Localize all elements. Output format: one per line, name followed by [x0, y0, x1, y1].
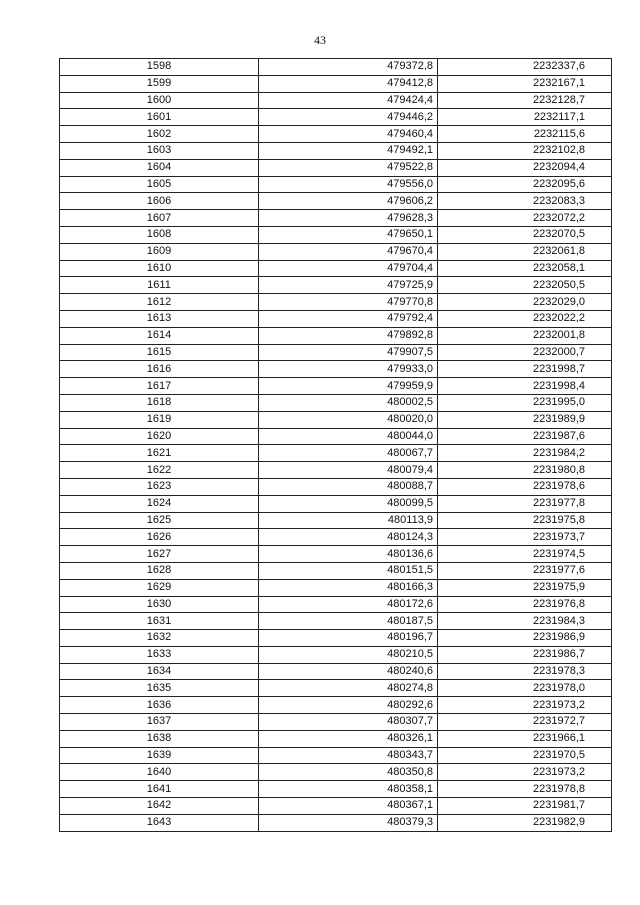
point-number-cell: 1637 — [60, 714, 259, 731]
y-coordinate-cell: 2232167,1 — [438, 75, 612, 92]
y-coordinate-cell: 2231974,5 — [438, 546, 612, 563]
x-coordinate-cell: 480292,6 — [259, 697, 438, 714]
point-number-cell: 1599 — [60, 75, 259, 92]
y-coordinate-cell: 2231975,9 — [438, 579, 612, 596]
y-coordinate-cell: 2231998,4 — [438, 378, 612, 395]
point-number-cell: 1602 — [60, 126, 259, 143]
point-number-cell: 1643 — [60, 814, 259, 831]
table-row — [60, 512, 612, 529]
table-row — [60, 478, 612, 495]
y-coordinate-cell: 2232001,8 — [438, 327, 612, 344]
point-number-cell: 1629 — [60, 579, 259, 596]
y-coordinate-cell: 2232050,5 — [438, 277, 612, 294]
point-number-cell: 1600 — [60, 92, 259, 109]
y-coordinate-cell: 2231966,1 — [438, 730, 612, 747]
point-number-cell: 1619 — [60, 411, 259, 428]
table-row — [60, 697, 612, 714]
y-coordinate-cell: 2232022,2 — [438, 310, 612, 327]
point-number-cell: 1611 — [60, 277, 259, 294]
x-coordinate-cell: 480020,0 — [259, 411, 438, 428]
table-row — [60, 226, 612, 243]
point-number-cell: 1609 — [60, 243, 259, 260]
y-coordinate-cell: 2231998,7 — [438, 361, 612, 378]
point-number-cell: 1613 — [60, 310, 259, 327]
point-number-cell: 1639 — [60, 747, 259, 764]
point-number-cell: 1626 — [60, 529, 259, 546]
point-number-cell: 1638 — [60, 730, 259, 747]
point-number-cell: 1612 — [60, 294, 259, 311]
x-coordinate-cell: 480166,3 — [259, 579, 438, 596]
point-number-cell: 1641 — [60, 781, 259, 798]
table-row — [60, 764, 612, 781]
y-coordinate-cell: 2231989,9 — [438, 411, 612, 428]
y-coordinate-cell: 2231978,3 — [438, 663, 612, 680]
x-coordinate-cell: 479670,4 — [259, 243, 438, 260]
x-coordinate-cell: 480379,3 — [259, 814, 438, 831]
x-coordinate-cell: 479933,0 — [259, 361, 438, 378]
x-coordinate-cell: 480358,1 — [259, 781, 438, 798]
y-coordinate-cell: 2232083,3 — [438, 193, 612, 210]
y-coordinate-cell: 2232117,1 — [438, 109, 612, 126]
x-coordinate-cell: 479446,2 — [259, 109, 438, 126]
point-number-cell: 1623 — [60, 478, 259, 495]
x-coordinate-cell: 480088,7 — [259, 478, 438, 495]
x-coordinate-cell: 480113,9 — [259, 512, 438, 529]
table-row — [60, 462, 612, 479]
table-row — [60, 781, 612, 798]
table-row — [60, 730, 612, 747]
x-coordinate-cell: 480274,8 — [259, 680, 438, 697]
point-number-cell: 1622 — [60, 462, 259, 479]
y-coordinate-cell: 2232072,2 — [438, 210, 612, 227]
point-number-cell: 1607 — [60, 210, 259, 227]
x-coordinate-cell: 480136,6 — [259, 546, 438, 563]
table-row — [60, 59, 612, 76]
table-row — [60, 798, 612, 815]
y-coordinate-cell: 2232102,8 — [438, 142, 612, 159]
table-row — [60, 176, 612, 193]
y-coordinate-cell: 2232070,5 — [438, 226, 612, 243]
x-coordinate-cell: 480326,1 — [259, 730, 438, 747]
table-row — [60, 428, 612, 445]
x-coordinate-cell: 479556,0 — [259, 176, 438, 193]
point-number-cell: 1603 — [60, 142, 259, 159]
y-coordinate-cell: 2231975,8 — [438, 512, 612, 529]
table-row — [60, 378, 612, 395]
y-coordinate-cell: 2231978,6 — [438, 478, 612, 495]
point-number-cell: 1604 — [60, 159, 259, 176]
x-coordinate-cell: 480044,0 — [259, 428, 438, 445]
table-row — [60, 92, 612, 109]
y-coordinate-cell: 2232061,8 — [438, 243, 612, 260]
table-row — [60, 529, 612, 546]
point-number-cell: 1614 — [60, 327, 259, 344]
x-coordinate-cell: 480002,5 — [259, 394, 438, 411]
x-coordinate-cell: 479792,4 — [259, 310, 438, 327]
table-row — [60, 277, 612, 294]
table-row — [60, 495, 612, 512]
x-coordinate-cell: 480350,8 — [259, 764, 438, 781]
x-coordinate-cell: 480151,5 — [259, 562, 438, 579]
y-coordinate-cell: 2231978,8 — [438, 781, 612, 798]
x-coordinate-cell: 480079,4 — [259, 462, 438, 479]
table-row — [60, 596, 612, 613]
table-row — [60, 663, 612, 680]
y-coordinate-cell: 2232000,7 — [438, 344, 612, 361]
table-row — [60, 445, 612, 462]
y-coordinate-cell: 2232058,1 — [438, 260, 612, 277]
point-number-cell: 1632 — [60, 630, 259, 647]
x-coordinate-cell: 479628,3 — [259, 210, 438, 227]
table-row — [60, 680, 612, 697]
point-number-cell: 1642 — [60, 798, 259, 815]
point-number-cell: 1601 — [60, 109, 259, 126]
table-row — [60, 344, 612, 361]
y-coordinate-cell: 2232115,6 — [438, 126, 612, 143]
x-coordinate-cell: 480367,1 — [259, 798, 438, 815]
y-coordinate-cell: 2231973,2 — [438, 697, 612, 714]
table-row — [60, 747, 612, 764]
table-body — [60, 59, 612, 832]
point-number-cell: 1627 — [60, 546, 259, 563]
x-coordinate-cell: 479372,8 — [259, 59, 438, 76]
table-row — [60, 814, 612, 831]
x-coordinate-cell: 479650,1 — [259, 226, 438, 243]
point-number-cell: 1606 — [60, 193, 259, 210]
x-coordinate-cell: 480099,5 — [259, 495, 438, 512]
coordinates-table — [59, 58, 612, 832]
y-coordinate-cell: 2231984,3 — [438, 613, 612, 630]
table-row — [60, 142, 612, 159]
x-coordinate-cell: 480240,6 — [259, 663, 438, 680]
table-row — [60, 109, 612, 126]
x-coordinate-cell: 479770,8 — [259, 294, 438, 311]
y-coordinate-cell: 2231980,8 — [438, 462, 612, 479]
y-coordinate-cell: 2231972,7 — [438, 714, 612, 731]
x-coordinate-cell: 480210,5 — [259, 646, 438, 663]
point-number-cell: 1616 — [60, 361, 259, 378]
x-coordinate-cell: 480172,6 — [259, 596, 438, 613]
table-row — [60, 411, 612, 428]
table-row — [60, 159, 612, 176]
x-coordinate-cell: 480124,3 — [259, 529, 438, 546]
table-row — [60, 630, 612, 647]
x-coordinate-cell: 480307,7 — [259, 714, 438, 731]
table-row — [60, 193, 612, 210]
y-coordinate-cell: 2231970,5 — [438, 747, 612, 764]
table-row — [60, 714, 612, 731]
x-coordinate-cell: 480196,7 — [259, 630, 438, 647]
y-coordinate-cell: 2232337,6 — [438, 59, 612, 76]
x-coordinate-cell: 479725,9 — [259, 277, 438, 294]
y-coordinate-cell: 2231973,2 — [438, 764, 612, 781]
point-number-cell: 1605 — [60, 176, 259, 193]
point-number-cell: 1633 — [60, 646, 259, 663]
table-row — [60, 310, 612, 327]
x-coordinate-cell: 480187,5 — [259, 613, 438, 630]
point-number-cell: 1617 — [60, 378, 259, 395]
point-number-cell: 1624 — [60, 495, 259, 512]
table-row — [60, 327, 612, 344]
table-row — [60, 646, 612, 663]
table-row — [60, 126, 612, 143]
table-row — [60, 613, 612, 630]
y-coordinate-cell: 2231984,2 — [438, 445, 612, 462]
y-coordinate-cell: 2231976,8 — [438, 596, 612, 613]
x-coordinate-cell: 480343,7 — [259, 747, 438, 764]
x-coordinate-cell: 480067,7 — [259, 445, 438, 462]
y-coordinate-cell: 2231995,0 — [438, 394, 612, 411]
x-coordinate-cell: 479460,4 — [259, 126, 438, 143]
point-number-cell: 1636 — [60, 697, 259, 714]
point-number-cell: 1615 — [60, 344, 259, 361]
point-number-cell: 1630 — [60, 596, 259, 613]
table-row — [60, 243, 612, 260]
point-number-cell: 1628 — [60, 562, 259, 579]
table-row — [60, 294, 612, 311]
page-number: 43 — [314, 33, 326, 47]
x-coordinate-cell: 479606,2 — [259, 193, 438, 210]
point-number-cell: 1625 — [60, 512, 259, 529]
y-coordinate-cell: 2231978,0 — [438, 680, 612, 697]
point-number-cell: 1598 — [60, 59, 259, 76]
point-number-cell: 1631 — [60, 613, 259, 630]
table-row — [60, 361, 612, 378]
x-coordinate-cell: 479704,4 — [259, 260, 438, 277]
table-row — [60, 260, 612, 277]
table-row — [60, 394, 612, 411]
x-coordinate-cell: 479907,5 — [259, 344, 438, 361]
table-row — [60, 579, 612, 596]
y-coordinate-cell: 2231977,6 — [438, 562, 612, 579]
x-coordinate-cell: 479959,9 — [259, 378, 438, 395]
y-coordinate-cell: 2231982,9 — [438, 814, 612, 831]
point-number-cell: 1640 — [60, 764, 259, 781]
point-number-cell: 1610 — [60, 260, 259, 277]
point-number-cell: 1620 — [60, 428, 259, 445]
y-coordinate-cell: 2232128,7 — [438, 92, 612, 109]
table-row — [60, 546, 612, 563]
y-coordinate-cell: 2231973,7 — [438, 529, 612, 546]
x-coordinate-cell: 479522,8 — [259, 159, 438, 176]
y-coordinate-cell: 2232094,4 — [438, 159, 612, 176]
y-coordinate-cell: 2231986,9 — [438, 630, 612, 647]
y-coordinate-cell: 2231986,7 — [438, 646, 612, 663]
table-row — [60, 75, 612, 92]
y-coordinate-cell: 2231977,8 — [438, 495, 612, 512]
table-row — [60, 210, 612, 227]
y-coordinate-cell: 2232029,0 — [438, 294, 612, 311]
point-number-cell: 1634 — [60, 663, 259, 680]
point-number-cell: 1618 — [60, 394, 259, 411]
x-coordinate-cell: 479492,1 — [259, 142, 438, 159]
y-coordinate-cell: 2232095,6 — [438, 176, 612, 193]
table-row — [60, 562, 612, 579]
point-number-cell: 1621 — [60, 445, 259, 462]
x-coordinate-cell: 479412,8 — [259, 75, 438, 92]
x-coordinate-cell: 479892,8 — [259, 327, 438, 344]
x-coordinate-cell: 479424,4 — [259, 92, 438, 109]
y-coordinate-cell: 2231981,7 — [438, 798, 612, 815]
y-coordinate-cell: 2231987,6 — [438, 428, 612, 445]
point-number-cell: 1608 — [60, 226, 259, 243]
point-number-cell: 1635 — [60, 680, 259, 697]
